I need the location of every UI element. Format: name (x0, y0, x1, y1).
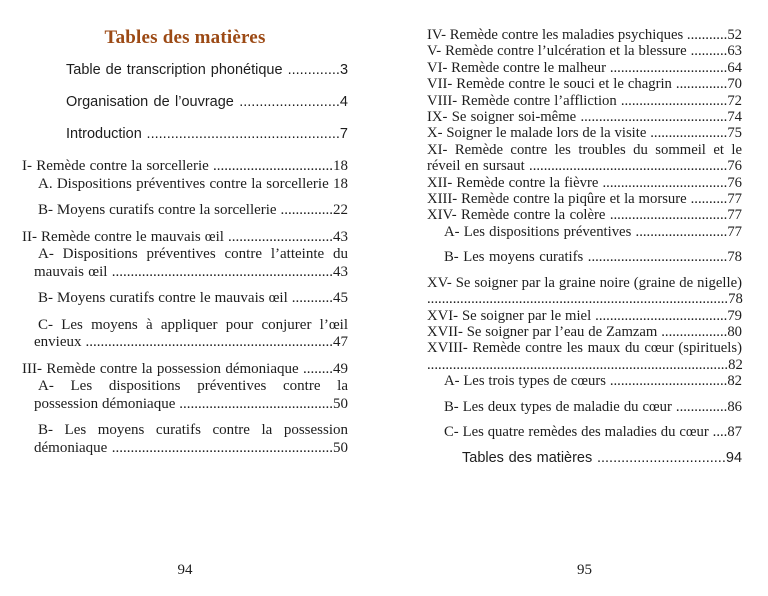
toc-entry-text: A- Les dispositions préventives contre la possession démoniaque (34, 378, 348, 412)
toc-entry-page: 78 (728, 291, 743, 308)
right-toc-list (427, 27, 742, 467)
toc-entry-page: 76 (727, 158, 742, 175)
dot-leader: .................................................................................. (427, 291, 729, 308)
toc-entry-page: 50 (333, 395, 349, 412)
toc-entry (427, 373, 742, 389)
dot-leader: .................. (661, 323, 728, 340)
dot-leader: .................................................................................. (427, 356, 729, 373)
toc-entry-page: 22 (333, 202, 348, 218)
dot-leader: ............................ (228, 228, 334, 245)
toc-entry (427, 142, 742, 175)
toc-entry (427, 27, 742, 43)
dot-leader: .................................... (595, 307, 728, 324)
toc-entry-page: 86 (727, 398, 742, 415)
toc-entry (22, 361, 348, 379)
dot-leader: ........... (291, 290, 333, 306)
toc-entry (427, 424, 742, 440)
toc-entry-page: 77 (727, 207, 742, 224)
toc-entry (427, 224, 742, 240)
toc-entry-page: 78 (727, 249, 742, 266)
toc-entry-text: B- Moyens curatifs contre la sorcellerie (38, 202, 277, 218)
dot-leader: .................................. (602, 174, 728, 191)
toc-entry-page: 18 (333, 175, 348, 192)
dot-leader: .......... (690, 43, 728, 60)
toc-entry-page: 82 (728, 356, 743, 373)
dot-leader: ........... (686, 27, 728, 43)
toc-entry-text: A- Dispositions préventives contre l’atteinte du mauvais œil (34, 246, 348, 280)
toc-entry (22, 422, 348, 457)
toc-entry (66, 94, 348, 111)
toc-entry (427, 450, 742, 467)
toc-entry-page: 70 (727, 76, 742, 93)
toc-entry (427, 340, 742, 373)
left-page-number: 94 (177, 562, 193, 578)
toc-entry-page: 74 (727, 109, 743, 126)
toc-entry-text: VIII- Remède contre l’affliction (427, 92, 617, 109)
toc-entry-text: XVI- Se soigner par le miel (427, 307, 592, 324)
toc-entry-text: Table de transcription phonétique (66, 62, 283, 78)
dot-leader: ............. (287, 62, 340, 78)
toc-entry-page: 18 (333, 158, 348, 174)
toc-entry-page: 72 (727, 92, 742, 109)
toc-entry-page: 80 (727, 323, 742, 340)
toc-entry-text: B- Les moyens curatifs (444, 249, 584, 266)
dot-leader: ...................................................... (529, 158, 728, 175)
toc-entry-page: 94 (725, 450, 743, 467)
dot-leader: ......................... (635, 223, 728, 240)
toc-entry-text: XVIII- Remède contre les maux du cœur (spirituels) (427, 340, 742, 357)
toc-entry-text: A. Dispositions préventives contre la sorcellerie (38, 175, 329, 192)
toc-entry (427, 76, 742, 92)
toc-entry-text: B- Les deux types de maladie du cœur (444, 398, 672, 415)
toc-entry-page: 7 (339, 126, 348, 142)
toc-entry (22, 229, 348, 247)
dot-leader: .......... (690, 191, 728, 208)
toc-entry (66, 62, 348, 79)
toc-entry-text: X- Soigner le malade lors de la visite (427, 125, 647, 142)
toc-entry-page: 47 (333, 334, 348, 350)
toc-entry (427, 191, 742, 207)
toc-entry (427, 308, 742, 324)
toc-entry-text: C- Les moyens à appliquer pour conjurer l’œil envieux (34, 316, 348, 350)
dot-leader: .................................................................. (85, 334, 333, 350)
toc-entry-text: Introduction (66, 126, 142, 142)
toc-entry-text: C- Les quatre remèdes des maladies du cœur (444, 423, 709, 440)
toc-entry-text: A- Les dispositions préventives (444, 223, 632, 240)
toc-entry-text: XIII- Remède contre la piqûre et la morsure (427, 191, 687, 208)
toc-entry-text: VI- Remède contre le malheur (427, 59, 607, 76)
toc-entry (22, 378, 348, 413)
toc-title: Tables des matières (104, 27, 266, 48)
toc-entry-page: 52 (727, 27, 742, 43)
toc-entry (427, 93, 742, 109)
toc-entry (22, 246, 348, 281)
dot-leader: ................................ (609, 207, 728, 224)
toc-entry-text: XII- Remède contre la fièvre (427, 174, 599, 191)
dot-leader: ................................ (609, 59, 728, 76)
toc-entry-page: 77 (727, 191, 743, 208)
toc-entry-page: 63 (727, 43, 742, 60)
dot-leader: ........ (303, 360, 334, 377)
dot-leader: .............. (280, 202, 333, 218)
toc-entry-page: 75 (727, 125, 743, 142)
dot-leader: .... (712, 423, 728, 440)
toc-entry (22, 317, 348, 352)
toc-entry (427, 175, 742, 191)
toc-entry-text: A- Les trois types de cœurs (444, 373, 606, 390)
toc-entry-page: 76 (727, 174, 742, 191)
toc-entry (66, 126, 348, 143)
dot-leader: .............. (675, 398, 728, 415)
toc-entry (22, 202, 348, 220)
left-page (22, 0, 348, 596)
toc-entry (427, 275, 742, 308)
toc-entry-text: Tables des matières (462, 450, 593, 467)
dot-leader: ......................................... (179, 395, 334, 412)
right-page-number: 95 (577, 562, 592, 578)
toc-entry-text: II- Remède contre le mauvais œil (22, 228, 224, 245)
dot-leader: ........................................................... (111, 263, 333, 280)
dot-leader: .............. (675, 76, 728, 93)
dot-leader: ........................................................... (111, 439, 333, 456)
toc-entry (427, 249, 742, 265)
toc-entry-text: Organisation de l’ouvrage (66, 94, 234, 110)
toc-entry-page: 82 (727, 373, 742, 390)
toc-entry-text: IV- Remède contre les maladies psychiques (427, 27, 684, 43)
toc-entry-text: VII- Remède contre le souci et le chagrin (427, 76, 672, 93)
toc-entry-page: 77 (727, 223, 743, 240)
toc-entry (427, 399, 742, 415)
dot-leader: ..................... (650, 125, 728, 142)
toc-entry-text: IX- Se soigner soi-même (427, 109, 577, 126)
dot-leader: ............................. (620, 92, 728, 109)
toc-entry-page: 49 (333, 360, 349, 377)
toc-entry-page: 79 (727, 307, 743, 324)
left-toc-list (22, 158, 348, 457)
toc-entry (427, 60, 742, 76)
toc-entry-page: 87 (727, 423, 743, 440)
toc-entry (427, 109, 742, 125)
toc-entry (22, 158, 348, 176)
dot-leader: ................................ (609, 373, 728, 390)
toc-entry (22, 176, 348, 194)
toc-entry-text: V- Remède contre l’ulcération et la blessure (427, 43, 687, 60)
toc-entry (427, 324, 742, 340)
right-page (427, 0, 742, 596)
toc-entry-page: 64 (727, 59, 742, 76)
toc-entry-text: B- Moyens curatifs contre le mauvais œil (38, 290, 288, 306)
dot-leader: ...................................... (587, 249, 728, 266)
toc-entry-text: XI- Remède contre les troubles du sommeil et le réveil en sursaut (427, 141, 742, 175)
toc-entry (427, 43, 742, 59)
toc-entry (427, 125, 742, 141)
toc-entry-page: 43 (333, 228, 349, 245)
dot-leader: ........................................ (580, 109, 728, 126)
toc-entry-text: I- Remède contre la sorcellerie (22, 158, 209, 174)
toc-entry (22, 290, 348, 308)
toc-entry-text: B- Les moyens curatifs contre la possession démoniaque (34, 422, 348, 456)
dot-leader: ......................... (239, 94, 340, 110)
toc-entry-text: XV- Se soigner par la graine noire (graine de nigelle) (427, 274, 742, 291)
front-matter-list (22, 62, 348, 143)
dot-leader: ................................................ (146, 126, 340, 142)
dot-leader: ................................ (213, 158, 333, 174)
toc-entry-text: XVII- Se soigner par l’eau de Zamzam (427, 323, 658, 340)
toc-entry-page: 4 (339, 94, 348, 110)
toc-entry-text: III- Remède contre la possession démoniaque (22, 360, 299, 377)
toc-entry-text: XIV- Remède contre la colère (427, 207, 606, 224)
toc-entry-page: 50 (333, 439, 348, 456)
toc-entry-page: 3 (339, 62, 349, 78)
toc-entry-page: 43 (333, 263, 348, 280)
toc-entry (427, 207, 742, 223)
toc-entry-page: 45 (333, 290, 348, 306)
dot-leader: ................................ (596, 450, 726, 467)
